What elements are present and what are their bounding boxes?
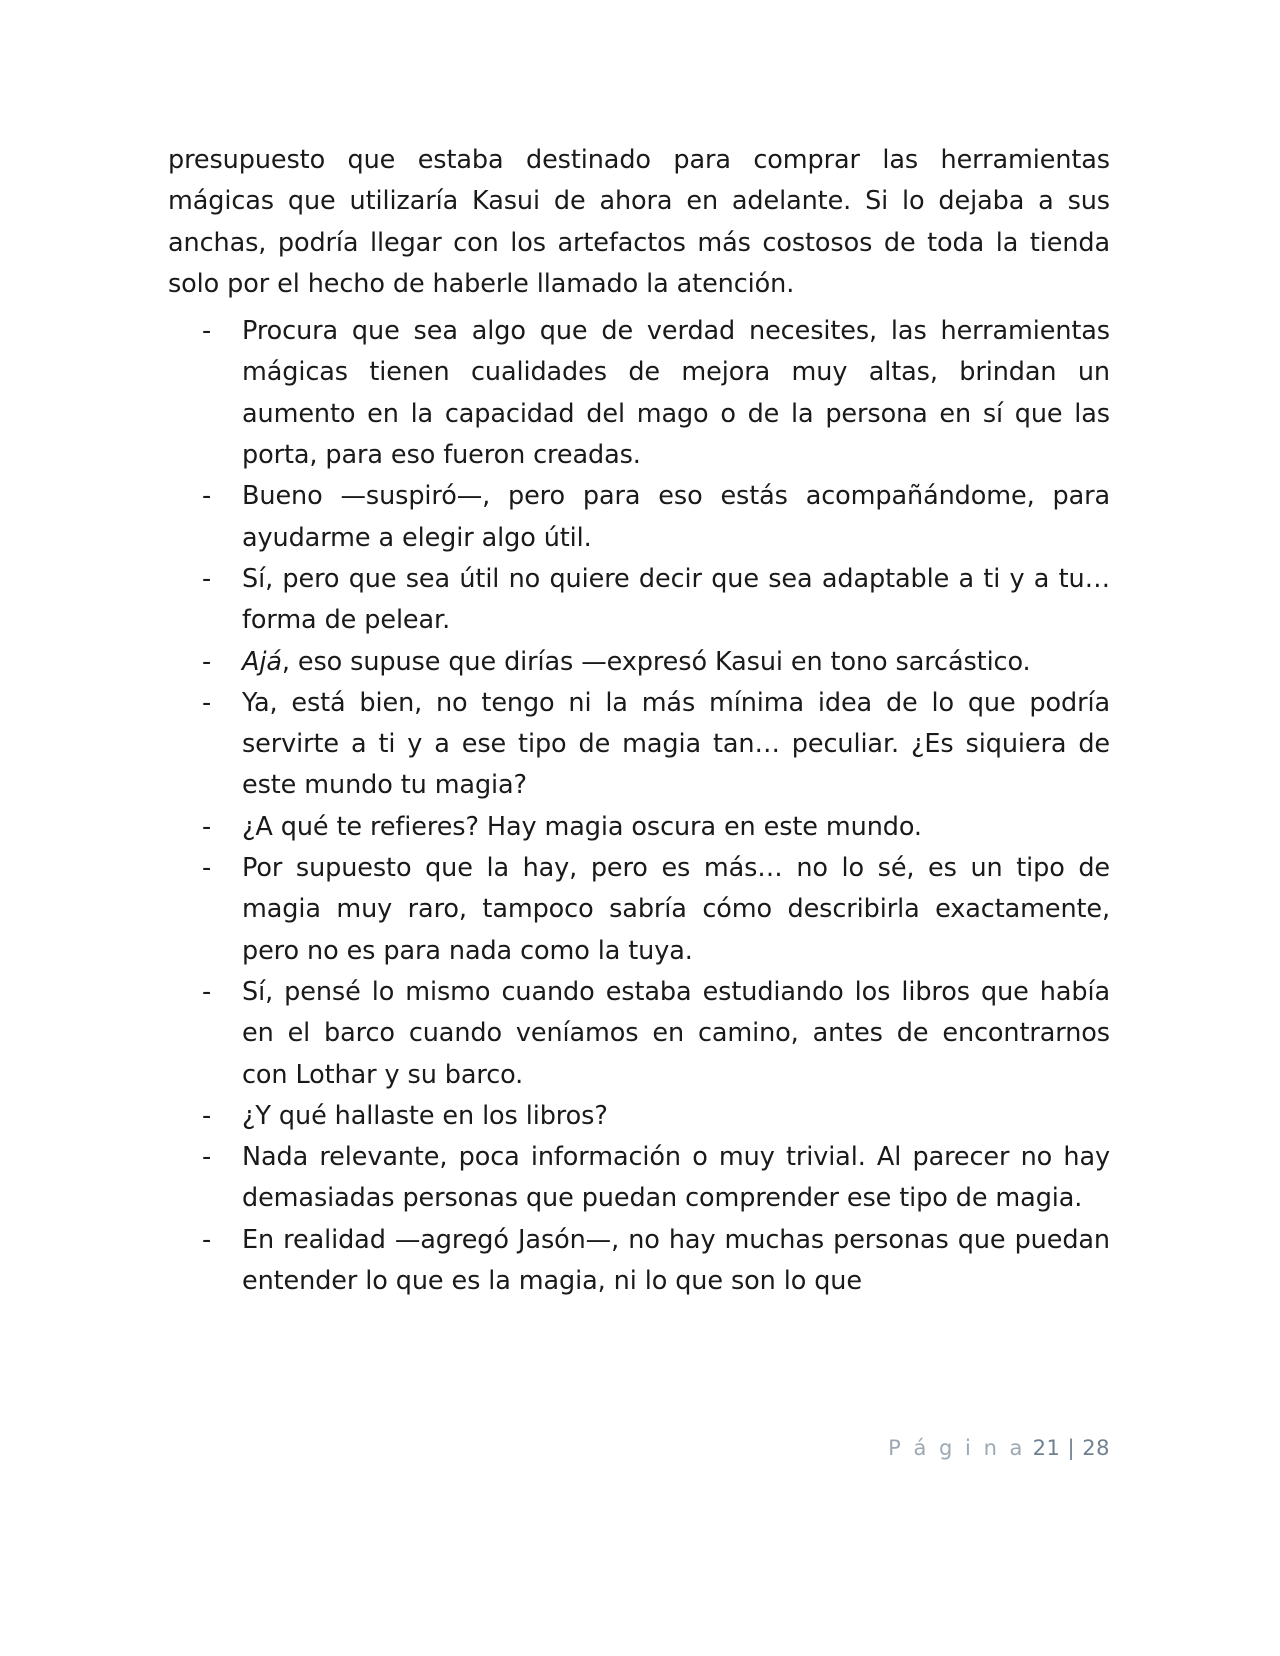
- dialogue-line-9: ¿Y qué hallaste en los libros?: [242, 1100, 608, 1131]
- dialogue-line-10: Nada relevante, poca información o muy trivial. Al parecer no hay demasiadas personas que puedan comprender ese tipo de magia.: [242, 1142, 1110, 1214]
- bullet-dash: -: [202, 687, 212, 718]
- bullet-dash: -: [202, 1100, 212, 1131]
- bullet-dash: -: [202, 811, 212, 842]
- bullet-dash: -: [202, 563, 212, 594]
- dialogue-line-1: Procura que sea algo que de verdad necesites, las herramientas mágicas tienen cualidades de mejora muy altas, brindan un aumento en la capacidad del mago o de la persona en sí que las porta, para eso fueron creadas.: [242, 316, 1110, 471]
- list-item: [168, 683, 1110, 807]
- list-item: [168, 807, 1110, 848]
- list-item: [168, 559, 1110, 642]
- dialogue-line-2: Bueno —suspiró—, pero para eso estás acompañándome, para ayudarme a elegir algo útil.: [242, 481, 1110, 553]
- footer-label: P á g i n a: [888, 1436, 1026, 1460]
- list-item: [168, 972, 1110, 1096]
- bullet-dash: -: [202, 1224, 212, 1255]
- dialogue-line-5: Ya, está bien, no tengo ni la más mínima idea de lo que podría servirte a ti y a ese tipo de magia tan… peculiar. ¿Es siquiera de este mundo tu magia?: [242, 687, 1110, 801]
- dialogue-line-11: En realidad —agregó Jasón—, no hay muchas personas que puedan entender lo que es la magia, ni lo que son lo que: [242, 1224, 1110, 1297]
- list-item: [168, 1096, 1110, 1137]
- bullet-dash: -: [202, 316, 212, 347]
- dialogue-line-7: Por supuesto que la hay, pero es más… no lo sé, es un tipo de magia muy raro, tampoco sabría cómo describirla exactamente, pero no es para nada como la tuya.: [242, 853, 1110, 966]
- bullet-dash: -: [202, 646, 212, 677]
- footer-page-numbers: 21 | 28: [1032, 1436, 1110, 1460]
- dialogue-line-4: [242, 642, 1110, 683]
- bullet-dash: -: [202, 853, 212, 884]
- italic-word: Ajá: [242, 646, 282, 677]
- list-item: [168, 1137, 1110, 1220]
- list-item: [168, 311, 1110, 476]
- dialogue-line-8: Sí, pensé lo mismo cuando estaba estudiando los libros que había en el barco cuando veníamos en camino, antes de encontrarnos con Lothar y su barco.: [242, 976, 1110, 1090]
- list-item: [168, 476, 1110, 559]
- dialogue-line-4-rest: , eso supuse que dirías —expresó Kasui en tono sarcástico.: [281, 646, 1031, 677]
- page-footer: [0, 1436, 1110, 1460]
- dialogue-list: [168, 311, 1110, 1302]
- list-item: [168, 848, 1110, 972]
- dialogue-line-6: ¿A qué te refieres? Hay magia oscura en este mundo.: [242, 811, 922, 842]
- list-item: [168, 1220, 1110, 1303]
- bullet-dash: -: [202, 481, 212, 512]
- bullet-dash: -: [202, 1142, 212, 1173]
- dialogue-line-3: Sí, pero que sea útil no quiere decir que sea adaptable a ti y a tu… forma de pelear.: [242, 563, 1110, 636]
- bullet-dash: -: [202, 976, 212, 1007]
- list-item: [168, 642, 1110, 683]
- opening-paragraph: presupuesto que estaba destinado para comprar las herramientas mágicas que utilizaría Kasui de ahora en adelante. Si lo dejaba a sus anchas, podría llegar con los artefactos más costosos de toda la tienda solo por el hecho de haberle llamado la atención.: [168, 145, 1110, 299]
